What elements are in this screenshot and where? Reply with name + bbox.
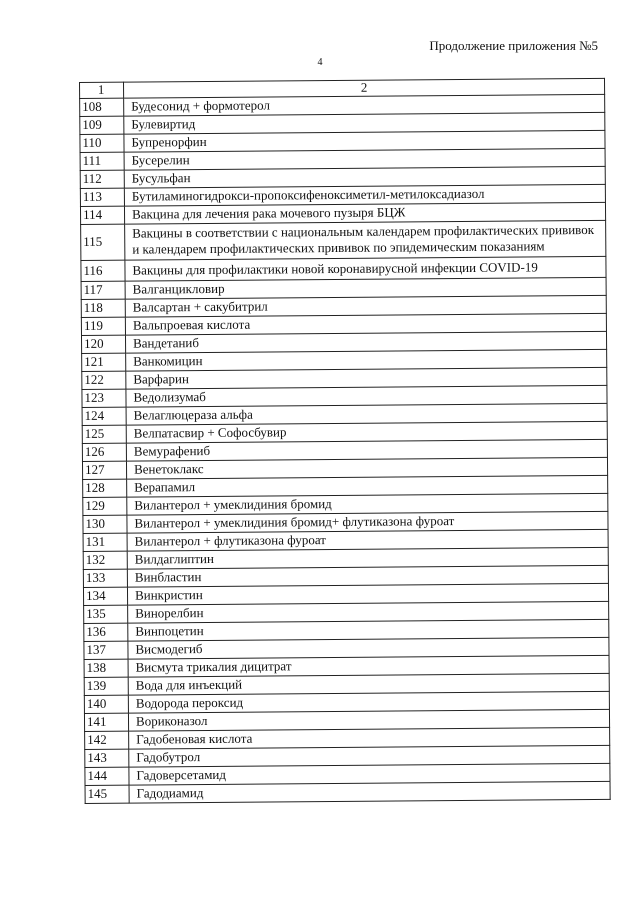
row-number: 117 [81, 281, 125, 299]
row-number: 112 [80, 170, 124, 188]
page-number: 4 [317, 57, 323, 68]
row-number: 115 [81, 224, 125, 260]
row-number: 120 [81, 335, 125, 353]
row-number: 133 [83, 569, 127, 587]
medication-name: Бупренорфин [124, 130, 605, 152]
medication-name: Вилдаглиптин [127, 547, 608, 569]
row-number: 111 [80, 152, 124, 170]
medication-name: Варфарин [126, 367, 607, 389]
medication-name: Вакцины в соответствии с национальным календарем профилактических прививок и календарем профилактических прививок по эпидемическим показаниям [125, 220, 606, 260]
medication-name: Висмодегиб [128, 637, 609, 659]
medication-name: Вандетаниб [125, 331, 606, 353]
medication-name: Бусерелин [124, 148, 605, 170]
row-number: 140 [84, 695, 128, 713]
column-header-number: 1 [80, 82, 124, 98]
row-number: 125 [82, 425, 126, 443]
medication-name: Будесонид + формотерол [124, 94, 605, 116]
medication-name: Велпатасвир + Софосбувир [126, 421, 607, 443]
row-number: 145 [85, 785, 129, 803]
row-number: 126 [82, 443, 126, 461]
row-number: 130 [83, 515, 127, 533]
row-number: 124 [82, 407, 126, 425]
medication-name: Вилантерол + умеклидиния бромид+ флутиказона фуроат [127, 511, 608, 533]
table-row [81, 220, 606, 260]
medication-name: Висмута трикалия дицитрат [128, 655, 609, 677]
column-header-name: 2 [124, 78, 605, 98]
appendix-continuation-note: Продолжение приложения №5 [429, 38, 598, 53]
row-number: 128 [83, 479, 127, 497]
row-number: 138 [84, 659, 128, 677]
row-number: 108 [80, 98, 124, 116]
row-number: 110 [80, 134, 124, 152]
medication-name: Вакцина для лечения рака мочевого пузыря БЦЖ [124, 202, 605, 224]
medication-name: Гадоверсетамид [129, 763, 610, 785]
medication-name: Винбластин [127, 565, 608, 587]
row-number: 116 [81, 260, 125, 281]
medication-name: Булевиртид [124, 112, 605, 134]
medication-name: Гадодиамид [129, 781, 610, 803]
medication-name: Вемурафениб [126, 439, 607, 461]
row-number: 129 [83, 497, 127, 515]
medication-name: Вода для инъекций [128, 673, 609, 695]
row-number: 132 [83, 551, 127, 569]
medication-name: Велаглюцераза альфа [126, 403, 607, 425]
row-number: 144 [85, 767, 129, 785]
medication-table [79, 78, 611, 804]
medication-name: Вальпроевая кислота [125, 313, 606, 335]
medication-name: Вилантерол + флутиказона фуроат [127, 529, 608, 551]
row-number: 131 [83, 533, 127, 551]
row-number: 127 [82, 461, 126, 479]
medication-name: Верапамил [127, 475, 608, 497]
row-number: 109 [80, 116, 124, 134]
medication-name: Ванкомицин [126, 349, 607, 371]
medication-table-body [80, 78, 611, 803]
row-number: 139 [84, 677, 128, 695]
row-number: 141 [84, 713, 128, 731]
row-number: 136 [84, 623, 128, 641]
row-number: 143 [85, 749, 129, 767]
row-number: 123 [82, 389, 126, 407]
medication-name: Вориконазол [128, 709, 609, 731]
medication-name: Винорелбин [128, 601, 609, 623]
medication-name: Валганцикловир [125, 277, 606, 299]
row-number: 121 [82, 353, 126, 371]
row-number: 119 [81, 317, 125, 335]
medication-name: Ведолизумаб [126, 385, 607, 407]
medication-name: Бутиламиногидрокси-пропоксифеноксиметил-метилоксадиазол [124, 184, 605, 206]
medication-name: Валсартан + сакубитрил [125, 295, 606, 317]
medication-name: Винкристин [127, 583, 608, 605]
table-row [85, 781, 610, 803]
medication-name: Водорода пероксид [128, 691, 609, 713]
medication-name: Бусульфан [124, 166, 605, 188]
row-number: 122 [82, 371, 126, 389]
medication-name: Винпоцетин [128, 619, 609, 641]
row-number: 137 [84, 641, 128, 659]
medication-name: Вакцины для профилактики новой коронавирусной инфекции COVID-19 [125, 256, 606, 281]
row-number: 142 [85, 731, 129, 749]
row-number: 114 [80, 206, 124, 224]
medication-name: Вилантерол + умеклидиния бромид [127, 493, 608, 515]
row-number: 134 [83, 587, 127, 605]
medication-name: Гадобутрол [129, 745, 610, 767]
medication-name: Венетоклакс [126, 457, 607, 479]
row-number: 118 [81, 299, 125, 317]
row-number: 135 [84, 605, 128, 623]
medication-name: Гадобеновая кислота [129, 727, 610, 749]
row-number: 113 [80, 188, 124, 206]
